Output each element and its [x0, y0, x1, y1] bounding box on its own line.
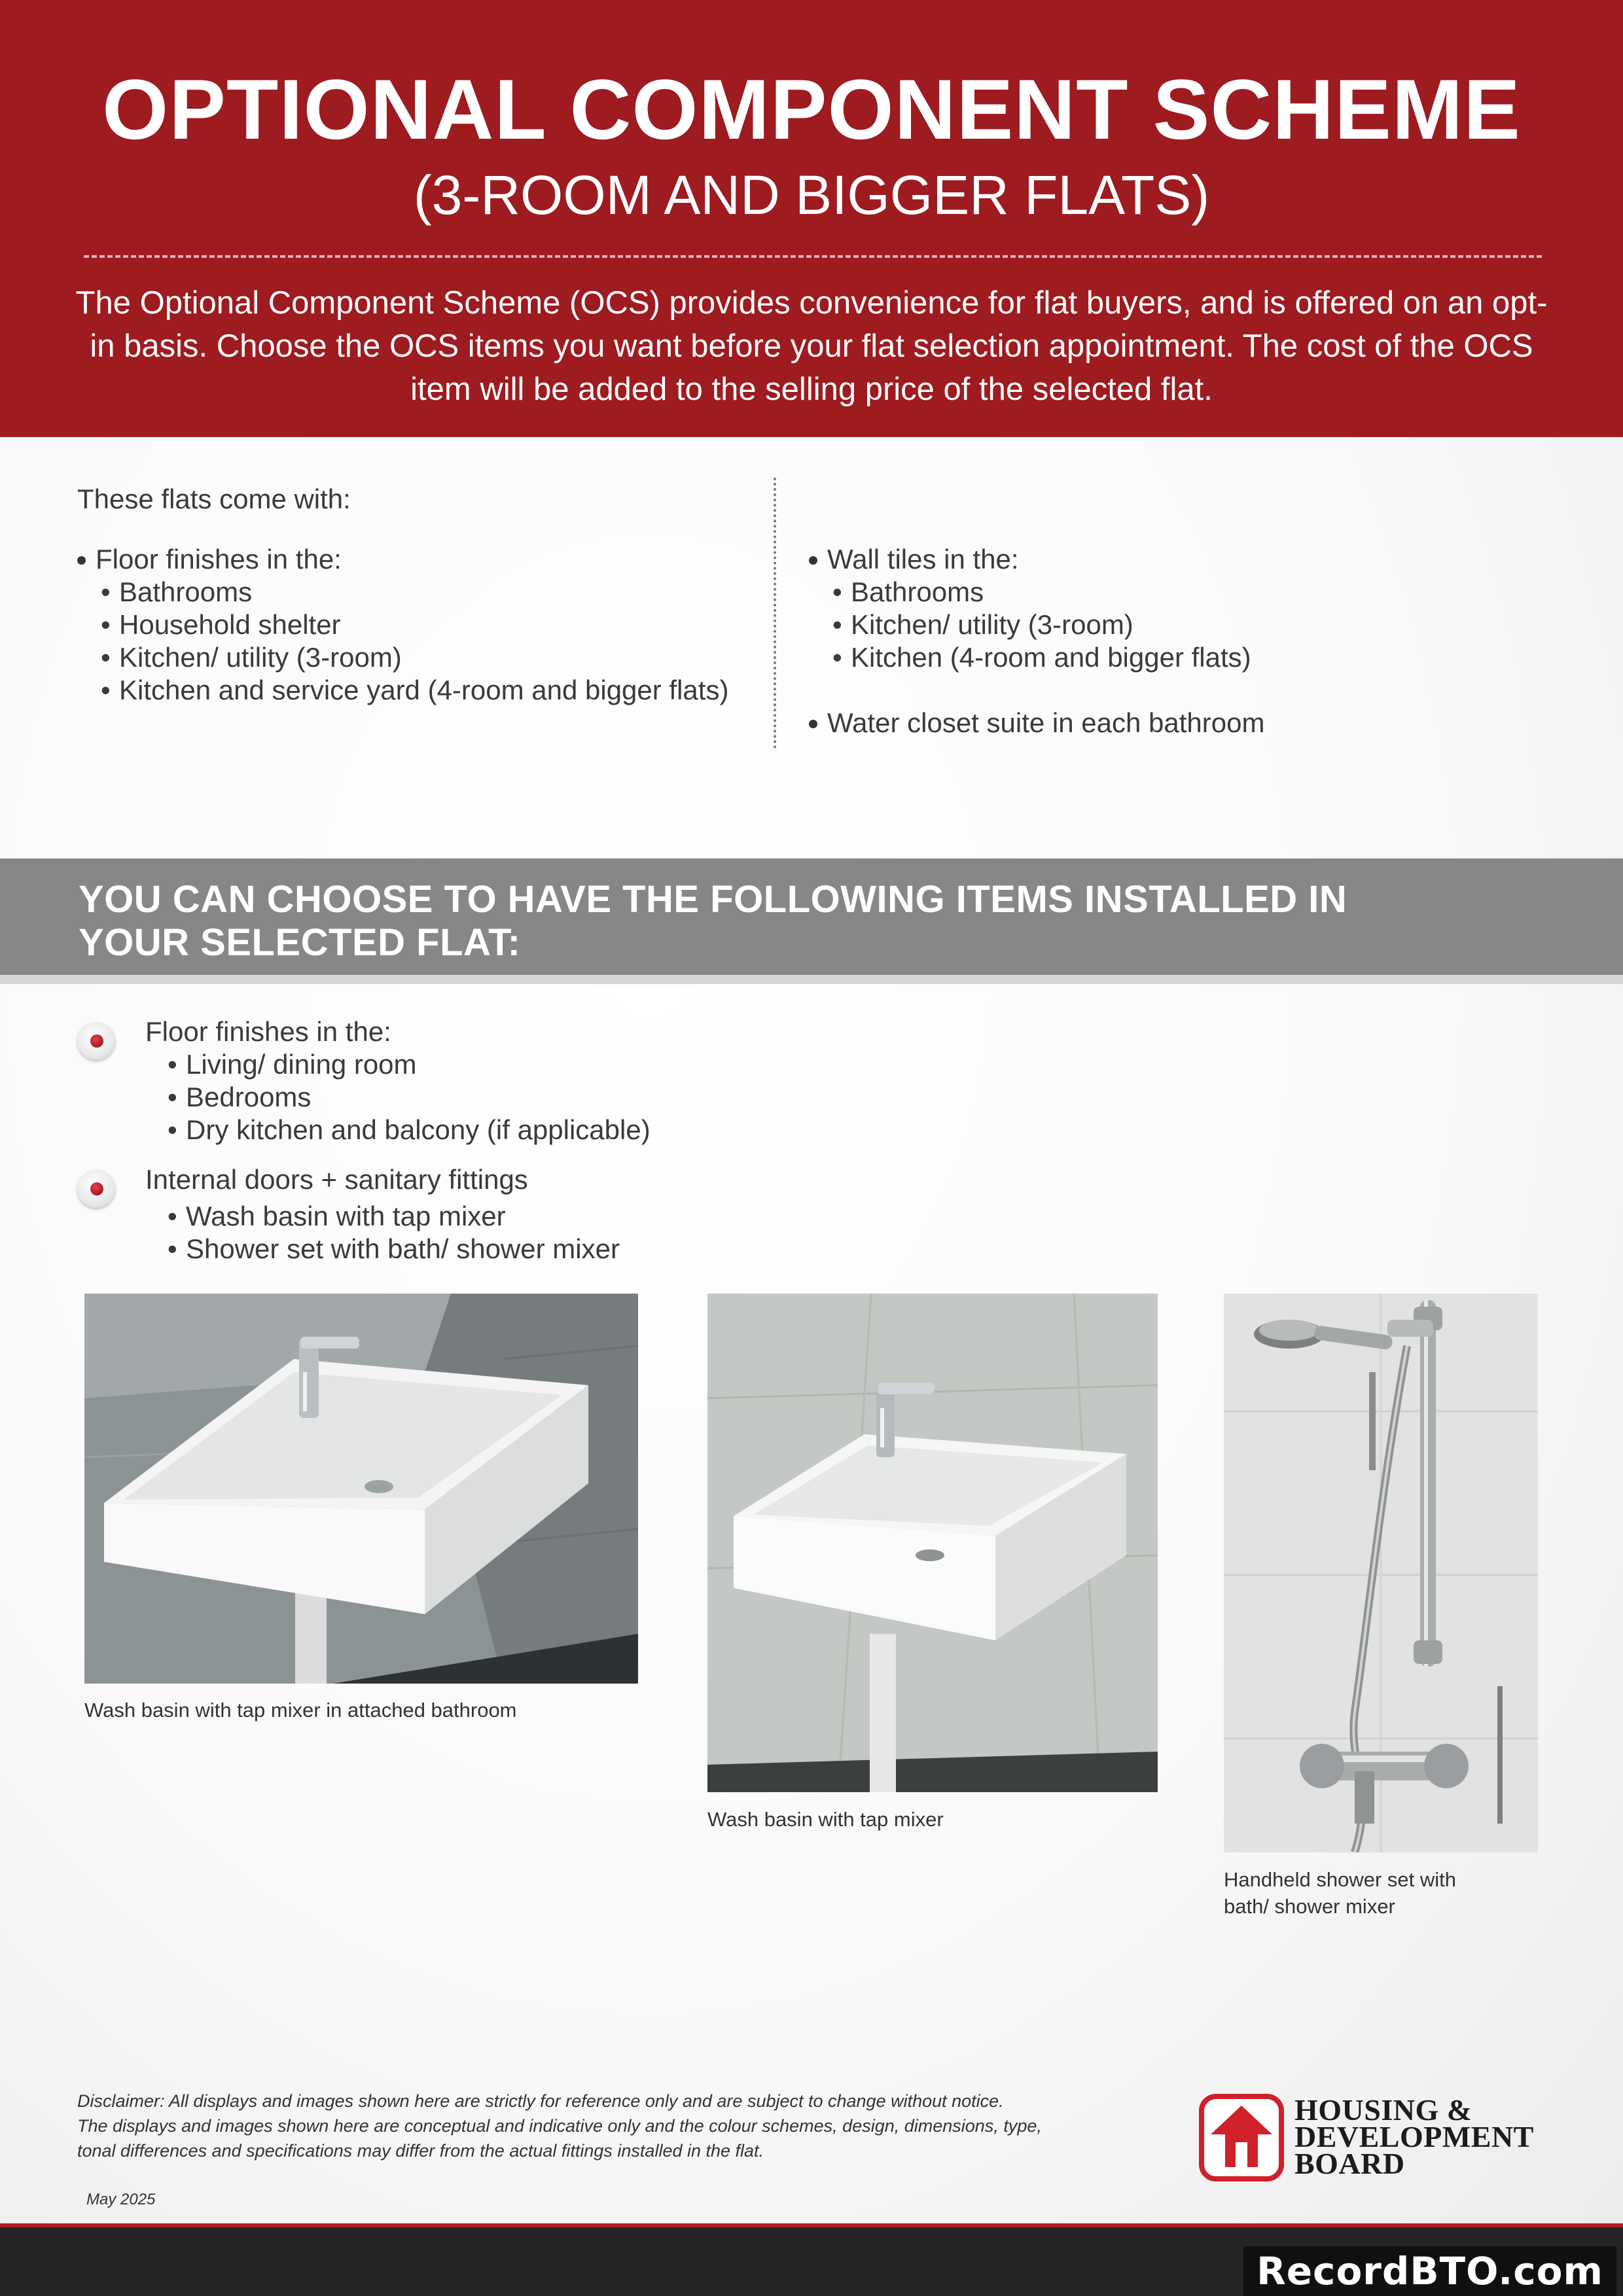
list-item: • Household shelter [101, 609, 732, 641]
dashed-divider [84, 255, 1542, 258]
basin-photo-attached-bathroom [84, 1294, 638, 1684]
banner-line-1: YOU CAN CHOOSE TO HAVE THE FOLLOWING ITEMS INSTALLED IN [79, 878, 1347, 921]
logo-line: HOUSING & [1294, 2093, 1472, 2127]
option-floor-finishes [77, 1016, 993, 1153]
option-title: Floor finishes in the: [145, 1016, 391, 1047]
floor-finishes-title: Floor finishes in the: [77, 543, 732, 576]
caption-line: Handheld shower set with [1224, 1868, 1456, 1891]
hdb-logo [1199, 2094, 1565, 2181]
logo-text [1294, 2093, 1534, 2180]
included-heading: These flats come with: [77, 484, 351, 514]
banner-line-2: YOUR SELECTED FLAT: [79, 921, 521, 964]
included-left-column [77, 543, 732, 707]
option-list [168, 1200, 620, 1265]
radio-bullet-icon [77, 1022, 115, 1060]
disclaimer-text [77, 2089, 1164, 2163]
list-item: • Bedrooms [168, 1081, 651, 1114]
basin-illustration [707, 1294, 1158, 1792]
header-banner [0, 0, 1623, 437]
logo-line: BOARD [1294, 2147, 1405, 2180]
disclaimer-line: The displays and images shown here are conceptual and indicative only and the colour schemes, design, dimensions, type, [77, 2116, 1042, 2136]
option-title: Internal doors + sanitary fittings [145, 1164, 528, 1195]
column-divider [774, 478, 776, 749]
list-item: • Kitchen (4-room and bigger flats) [832, 641, 1529, 674]
intro-paragraph: The Optional Component Scheme (OCS) provides convenience for flat buyers, and is offered on an opt-in basis. Choose the OCS items you want before your flat selection appointment. The cost of the OCS item will be added to the selling price of the selected flat. [75, 285, 1548, 407]
photo-caption: Wash basin with tap mixer in attached bathroom [84, 1699, 517, 1722]
photo-caption: Wash basin with tap mixer [707, 1808, 944, 1831]
shower-set-photo [1224, 1294, 1538, 1852]
logo-line: DEVELOPMENT [1294, 2120, 1534, 2153]
option-doors-sanitary [77, 1163, 993, 1268]
list-item: • Wash basin with tap mixer [168, 1200, 620, 1233]
list-item: • Living/ dining room [168, 1048, 651, 1081]
publication-date: May 2025 [86, 2191, 156, 2208]
options-banner-text [79, 878, 1387, 964]
option-list [168, 1048, 651, 1146]
list-item: • Bathrooms [832, 576, 1529, 609]
floor-finishes-list [77, 576, 732, 707]
photo-caption [1224, 1866, 1456, 1920]
wall-tiles-title: Wall tiles in the: [809, 543, 1529, 576]
caption-line: bath/ shower mixer [1224, 1895, 1395, 1918]
included-right-column [809, 543, 1529, 739]
shower-illustration [1224, 1294, 1538, 1852]
hdb-house-icon [1199, 2094, 1284, 2181]
basin-photo [707, 1294, 1158, 1792]
watermark: RecordBTO.com [1243, 2246, 1616, 2296]
list-item: • Bathrooms [101, 576, 732, 609]
list-item: • Kitchen and service yard (4-room and bigger flats) [101, 674, 732, 707]
page-subtitle: (3-ROOM AND BIGGER FLATS) [413, 164, 1210, 226]
options-banner [0, 858, 1623, 984]
water-closet-item: Water closet suite in each bathroom [809, 707, 1529, 739]
wall-tiles-list [809, 576, 1529, 674]
radio-bullet-icon [77, 1170, 115, 1208]
included-section [0, 458, 1623, 798]
list-item: • Dry kitchen and balcony (if applicable) [168, 1114, 651, 1146]
basin-illustration [84, 1294, 638, 1684]
disclaimer-line: Disclaimer: All displays and images shown here are strictly for reference only and are subject to change without notice. [77, 2091, 1004, 2111]
list-item: • Kitchen/ utility (3-room) [832, 609, 1529, 641]
disclaimer-line: tonal differences and specifications may differ from the actual fittings installed in the flat. [77, 2141, 764, 2161]
list-item: • Kitchen/ utility (3-room) [101, 641, 732, 674]
list-item: • Shower set with bath/ shower mixer [168, 1233, 620, 1265]
page-title: OPTIONAL COMPONENT SCHEME [102, 62, 1521, 157]
